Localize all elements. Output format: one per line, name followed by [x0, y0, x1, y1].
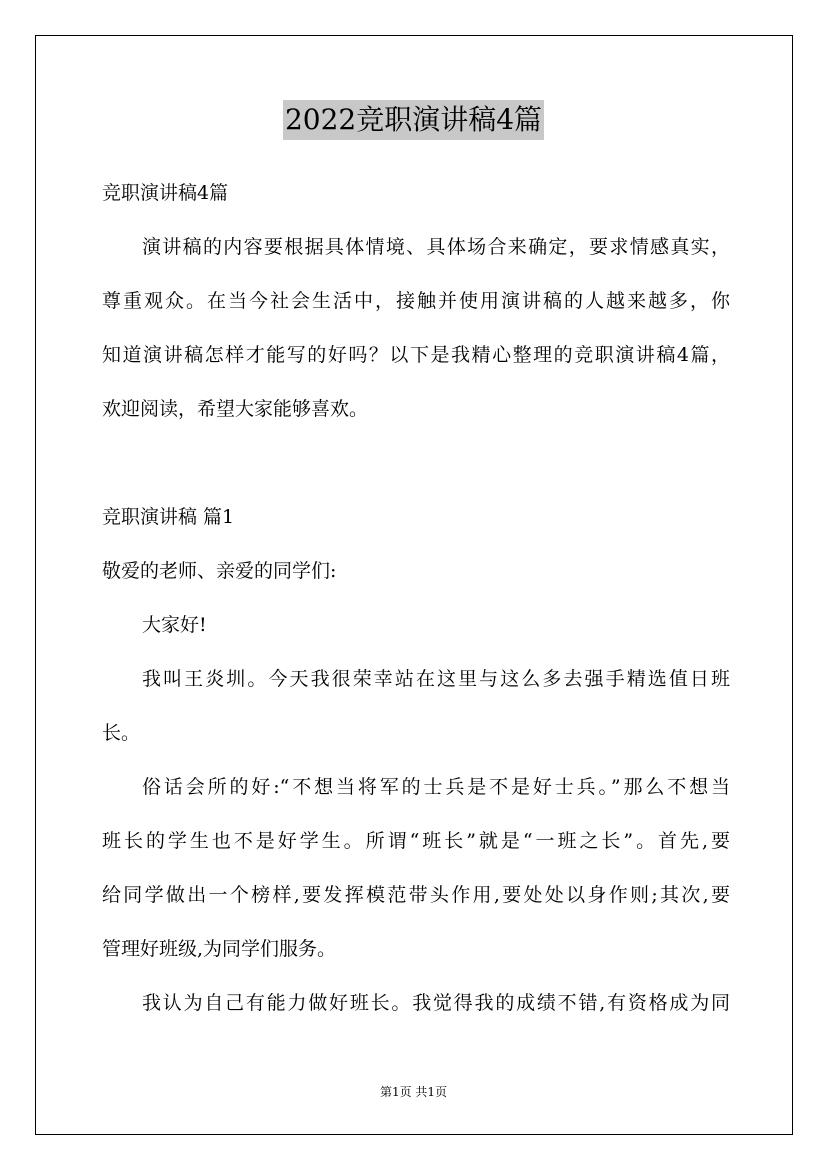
- section-heading: 竞职演讲稿 篇1: [102, 506, 235, 528]
- paragraph-line: 俗话会所的好:“不想当将军的士兵是不是好士兵。”那么不想当: [142, 776, 730, 798]
- intro-line: 欢迎阅读，希望大家能够喜欢。: [102, 398, 369, 420]
- subtitle: 竞职演讲稿4篇: [102, 182, 229, 204]
- paragraph-line: 班长的学生也不是好学生。所谓“班长”就是“一班之长”。首先,要: [102, 830, 730, 852]
- paragraph-line: 我认为自己有能力做好班长。我觉得我的成绩不错,有资格成为同: [142, 992, 730, 1014]
- title-text: 2022竞职演讲稿4篇: [283, 100, 544, 140]
- intro-line: 知道演讲稿怎样才能写的好吗？以下是我精心整理的竞职演讲稿4篇，: [102, 344, 730, 366]
- salutation: 敬爱的老师、亲爱的同学们:: [102, 560, 337, 582]
- intro-line: 尊重观众。在当今社会生活中，接触并使用演讲稿的人越来越多，你: [102, 290, 730, 312]
- paragraph-line: 我叫王炎圳。今天我很荣幸站在这里与这么多去强手精选值日班: [142, 668, 730, 690]
- spacer: [102, 442, 730, 496]
- intro-line: 演讲稿的内容要根据具体情境、具体场合来确定，要求情感真实，: [142, 236, 730, 258]
- paragraph-line: 管理好班级,为同学们服务。: [102, 938, 337, 960]
- paragraph-line: 给同学做出一个榜样,要发挥模范带头作用,要处处以身作则;其次,要: [102, 884, 730, 906]
- page-footer: 第1页 共1页: [379, 1085, 448, 1099]
- document-title: [0, 100, 827, 140]
- greeting: 大家好!: [142, 614, 207, 636]
- paragraph-line: 长。: [102, 722, 141, 744]
- document-body: [102, 172, 730, 1036]
